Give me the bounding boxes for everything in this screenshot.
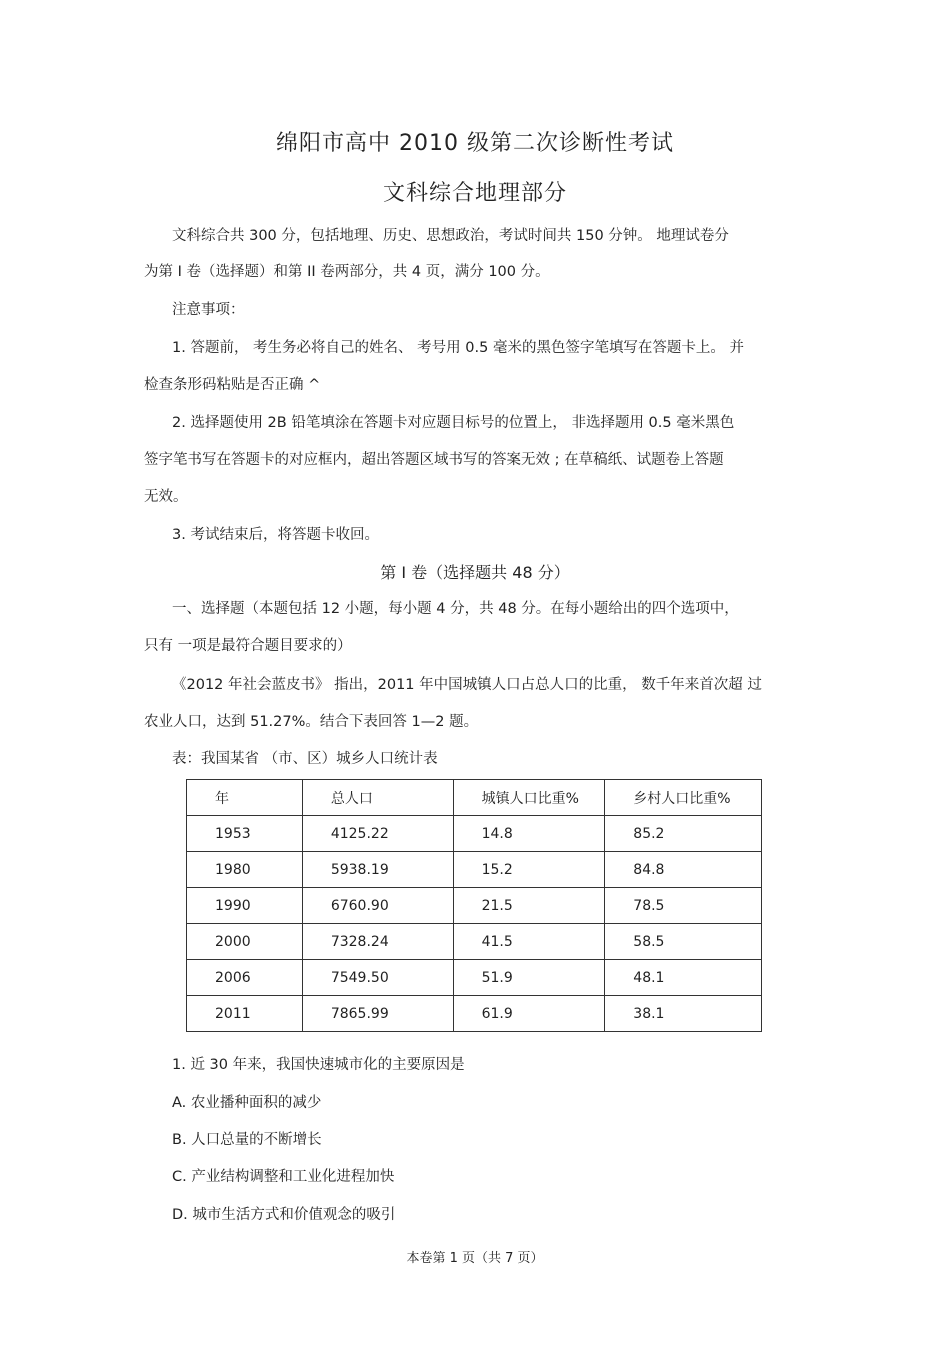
table-row: [187, 996, 762, 1032]
table-cell: 2000: [187, 924, 303, 960]
intro-line: 为第 I 卷（选择题）和第 II 卷两部分，共 4 页，满分 100 分。: [144, 264, 550, 280]
table-cell: 1953: [187, 816, 303, 852]
notice-line: 2. 选择题使用 2B 铅笔填涂在答题卡对应题目标号的位置上， 非选择题用 0.5 毫米黑色: [172, 415, 735, 431]
notice-line: 3. 考试结束后，将答题卡收回。: [172, 527, 379, 543]
table-cell: 48.1: [605, 960, 762, 996]
table-cell: 2006: [187, 960, 303, 996]
table-cell: 7865.99: [302, 996, 453, 1032]
table-cell: 6760.90: [302, 888, 453, 924]
notice-heading: 注意事项：: [172, 302, 245, 318]
population-table: [186, 779, 762, 1032]
table-cell: 2011: [187, 996, 303, 1032]
table-cell: 7328.24: [302, 924, 453, 960]
table-cell: 58.5: [605, 924, 762, 960]
table-row: [187, 924, 762, 960]
table-cell: 14.8: [453, 816, 605, 852]
section-intro-line: 一、选择题（本题包括 12 小题，每小题 4 分，共 48 分。在每小题给出的四个选项中，: [172, 601, 739, 617]
table-header-cell: 城镇人口比重%: [453, 780, 605, 816]
table-row: [187, 888, 762, 924]
notice-line: 无效。: [144, 489, 188, 505]
table-cell: 61.9: [453, 996, 605, 1032]
intro-line: 文科综合共 300 分，包括地理、历史、思想政治，考试时间共 150 分钟。 地理试卷分: [172, 228, 729, 244]
table-cell: 41.5: [453, 924, 605, 960]
table-cell: 38.1: [605, 996, 762, 1032]
table-row: [187, 960, 762, 996]
question-option: C. 产业结构调整和工业化进程加快: [172, 1169, 395, 1185]
question-option: A. 农业播种面积的减少: [172, 1095, 322, 1111]
table-header-cell: 乡村人口比重%: [605, 780, 762, 816]
table-cell: 51.9: [453, 960, 605, 996]
section-title: 第 I 卷（选择题共 48 分）: [380, 563, 570, 582]
table-caption: 表：我国某省 （市、区）城乡人口统计表: [172, 751, 438, 767]
table-header-row: [187, 780, 762, 816]
question-stem: 1. 近 30 年来，我国快速城市化的主要原因是: [172, 1057, 465, 1073]
table-cell: 15.2: [453, 852, 605, 888]
table-cell: 4125.22: [302, 816, 453, 852]
table-cell: 1980: [187, 852, 303, 888]
table-cell: 21.5: [453, 888, 605, 924]
page-footer: 本卷第 1 页（共 7 页）: [406, 1251, 544, 1266]
table-cell: 85.2: [605, 816, 762, 852]
table-cell: 84.8: [605, 852, 762, 888]
table-row: [187, 816, 762, 852]
exam-subtitle: 文科综合地理部分: [382, 181, 567, 206]
notice-line: 1. 答题前， 考生务必将自己的姓名、 考号用 0.5 毫米的黑色签字笔填写在答题卡上。 并: [172, 340, 745, 356]
table-header-cell: 年: [187, 780, 303, 816]
question-option: D. 城市生活方式和价值观念的吸引: [172, 1207, 396, 1223]
notice-line: 签字笔书写在答题卡的对应框内，超出答题区域书写的答案无效 ; 在草稿纸、试题卷上答题: [144, 452, 724, 468]
table-cell: 78.5: [605, 888, 762, 924]
passage-line: 农业人口，达到 51.27%。结合下表回答 1—2 题。: [144, 714, 479, 730]
question-option: B. 人口总量的不断增长: [172, 1132, 322, 1148]
notice-line: 检查条形码粘贴是否正确 ^: [144, 377, 321, 393]
table-cell: 7549.50: [302, 960, 453, 996]
table-header-cell: 总人口: [302, 780, 453, 816]
exam-title: 绵阳市高中 2010 级第二次诊断性考试: [276, 131, 674, 156]
table-cell: 5938.19: [302, 852, 453, 888]
table-cell: 1990: [187, 888, 303, 924]
passage-line: 《2012 年社会蓝皮书》 指出，2011 年中国城镇人口占总人口的比重， 数千年来首次超 过: [172, 677, 762, 693]
section-intro-line: 只有 一项是最符合题目要求的）: [144, 638, 352, 654]
table-row: [187, 852, 762, 888]
